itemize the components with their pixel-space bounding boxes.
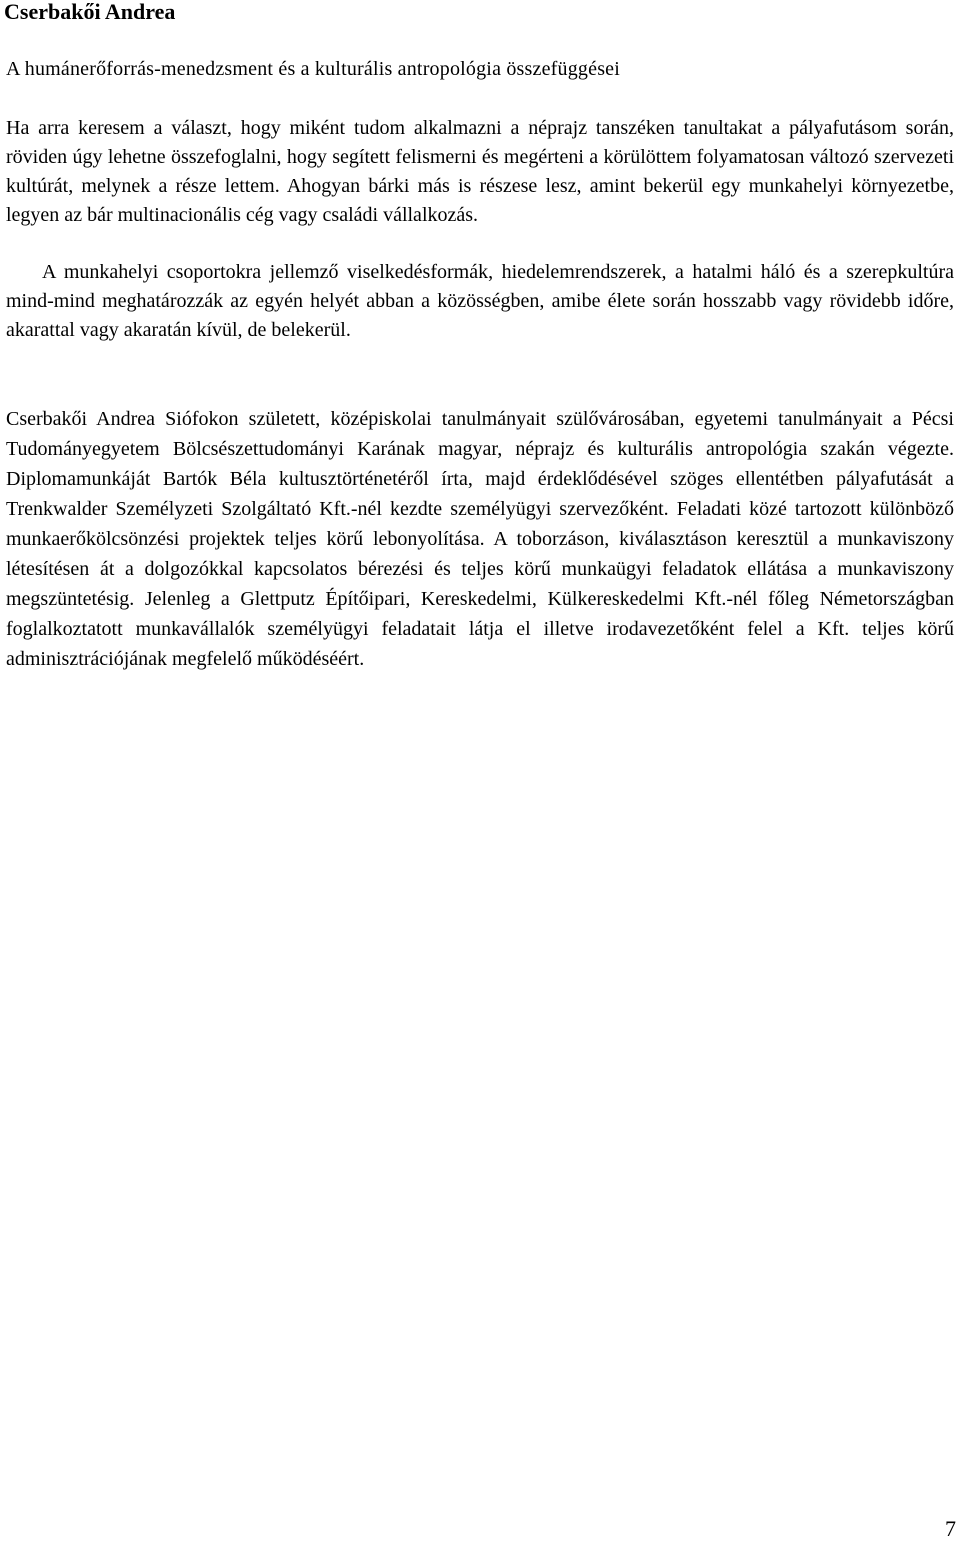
author-name: Cserbakői Andrea	[4, 0, 176, 24]
page-number: 7	[945, 1516, 956, 1541]
paragraph-workplace: A munkahelyi csoportokra jellemző viselkedésformák, hiedelemrendszerek, a hatalmi háló és a szerepkultúra mind-mind meghatározzák az egyén helyét abban a közösségben, amibe élete során hosszabb vagy rövidebb időre, akarattal vagy akaratán kívül, de belekerül.	[6, 261, 954, 341]
article-subtitle: A humánerőforrás-menedzsment és a kulturális antropológia összefüggései	[6, 58, 621, 80]
paragraph-intro: Ha arra keresem a választ, hogy miként tudom alkalmazni a néprajz tanszéken tanultakat a pályafutásom során, röviden úgy lehetne összefoglalni, hogy segített felismerni és megérteni a körülöttem folyamatosan változó szervezeti kultúrát, melynek a része lettem. Ahogyan bárki más is részese lesz, amint bekerül egy munkahelyi környezetbe, legyen az bár multinacionális cég vagy családi vállalkozás.	[6, 117, 954, 226]
paragraph-biography: Cserbakői Andrea Siófokon született, középiskolai tanulmányait szülővárosában, egyetemi tanulmányait a Pécsi Tudományegyetem Bölcsészettudományi Karának magyar, néprajz és kulturális antropológia szakán végezte. Diplomamunkáját Bartók Béla kultusztörténetéről írta, majd érdeklődésével szöges ellentétben pályafutását a Trenkwalder Személyzeti Szolgáltató Kft.-nél kezdte személyügyi szervezőként. Feladati közé tartozott különböző munkaerőkölcsönzési projektek teljes körű lebonyolítása. A toborzáson, kiválasztáson keresztül a munkaviszony létesítésen át a dolgozókkal kapcsolatos bérezési és teljes körű munkaügyi feladatok ellátása a munkaviszony megszüntetésig. Jelenleg a Glettputz Építőipari, Kereskedelmi, Külkereskedelmi Kft.-nél főleg Németországban foglalkoztatott munkavállalók személyügyi feladatait látja el illetve irodavezetőként felel a Kft. teljes körű adminisztrációjának megfelelő működéséért.	[6, 408, 954, 670]
